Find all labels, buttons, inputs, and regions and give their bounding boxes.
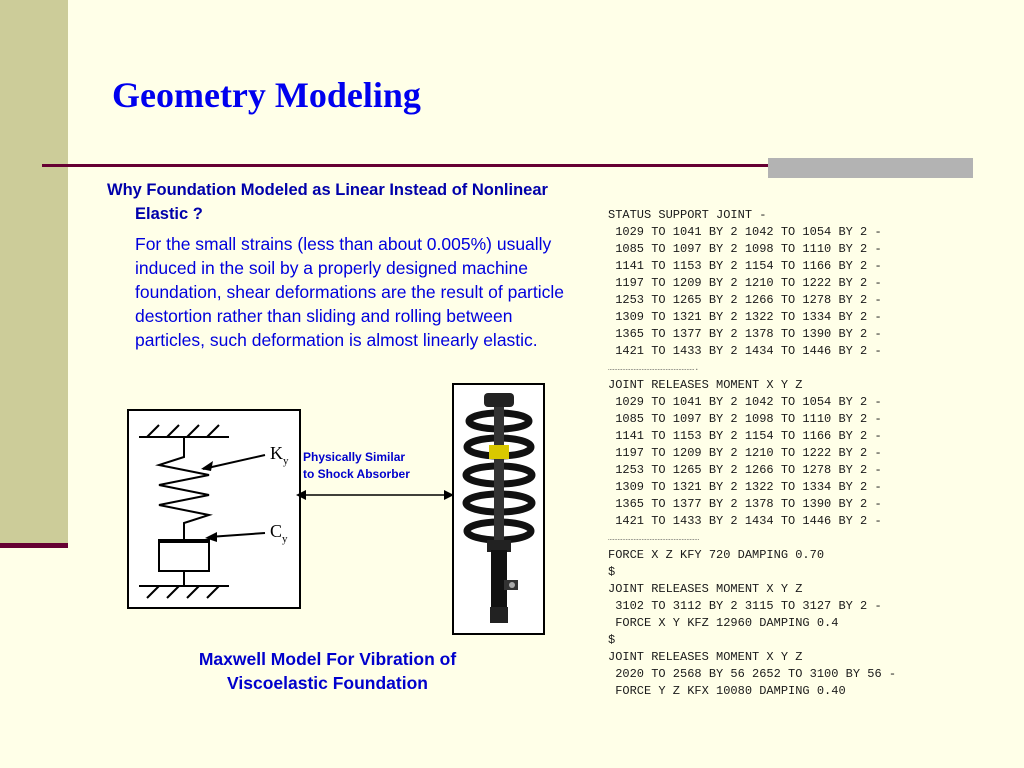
spring-drawing [159, 437, 209, 531]
code-line: 1141 TO 1153 BY 2 1154 TO 1166 BY 2 - [608, 259, 882, 273]
code-line: 2020 TO 2568 BY 56 2652 TO 3100 BY 56 - [608, 667, 897, 681]
code-line: JOINT RELEASES MOMENT X Y Z [608, 582, 803, 596]
code-line: 1365 TO 1377 BY 2 1378 TO 1390 BY 2 - [608, 497, 882, 511]
title-divider-accent [768, 158, 973, 178]
slide-title: Geometry Modeling [112, 75, 421, 115]
code-line: 1085 TO 1097 BY 2 1098 TO 1110 BY 2 - [608, 242, 882, 256]
left-decorative-band [0, 0, 68, 548]
code-line: 1141 TO 1153 BY 2 1154 TO 1166 BY 2 - [608, 429, 882, 443]
code-line: 1421 TO 1433 BY 2 1434 TO 1446 BY 2 - [608, 344, 882, 358]
code-line: JOINT RELEASES MOMENT X Y Z [608, 378, 803, 392]
shock-absorber-label: Physically Similar to Shock Absorber [303, 450, 410, 481]
code-line: ………………………………………………… [608, 534, 700, 543]
shock-absorber-drawing [454, 385, 543, 633]
shock-absorber-photo [452, 383, 545, 635]
code-line: FORCE Y Z KFX 10080 DAMPING 0.40 [608, 684, 846, 698]
code-line: FORCE X Z KFY 720 DAMPING 0.70 [608, 548, 825, 562]
maxwell-model-diagram [127, 409, 301, 609]
double-arrow [296, 488, 454, 502]
code-line: 1085 TO 1097 BY 2 1098 TO 1110 BY 2 - [608, 412, 882, 426]
code-line: $ [608, 633, 616, 647]
code-line: 1421 TO 1433 BY 2 1434 TO 1446 BY 2 - [608, 514, 882, 528]
code-line: 1029 TO 1041 BY 2 1042 TO 1054 BY 2 - [608, 225, 882, 239]
code-line: FORCE X Y KFZ 12960 DAMPING 0.4 [608, 616, 839, 630]
code-line: 1365 TO 1377 BY 2 1378 TO 1390 BY 2 - [608, 327, 882, 341]
code-line: 1309 TO 1321 BY 2 1322 TO 1334 BY 2 - [608, 310, 882, 324]
code-line: $ [608, 565, 616, 579]
damper-cylinder [159, 539, 209, 571]
code-line: 1253 TO 1265 BY 2 1266 TO 1278 BY 2 - [608, 463, 882, 477]
damper-label-cy: $C_y$ [270, 521, 288, 545]
code-line: 1309 TO 1321 BY 2 1322 TO 1334 BY 2 - [608, 480, 882, 494]
code-line: ………………………………………………. [608, 364, 700, 373]
question-text: Why Foundation Modeled as Linear Instead of Nonlinear Elastic ? [107, 181, 548, 223]
code-line: 1197 TO 1209 BY 2 1210 TO 1222 BY 2 - [608, 446, 882, 460]
staad-input-code [608, 207, 896, 700]
code-line: 1253 TO 1265 BY 2 1266 TO 1278 BY 2 - [608, 293, 882, 307]
code-line: 1029 TO 1041 BY 2 1042 TO 1054 BY 2 - [608, 395, 882, 409]
code-line: STATUS SUPPORT JOINT - [608, 208, 767, 222]
spring-damper-drawing [129, 411, 299, 607]
code-line: 1197 TO 1209 BY 2 1210 TO 1222 BY 2 - [608, 276, 882, 290]
code-line: JOINT RELEASES MOMENT X Y Z [608, 650, 803, 664]
left-band-rule [0, 543, 68, 548]
answer-text: For the small strains (less than about 0.005%) usually induced in the soil by a properly designed machine foundation, shear deformations are the result of particle destortion rather than sliding and rolling between particles, such deformation is almost linearly elastic. [135, 234, 564, 350]
code-line: 3102 TO 3112 BY 2 3115 TO 3127 BY 2 - [608, 599, 882, 613]
figure-caption: Maxwell Model For Vibration of Viscoelastic Foundation [198, 649, 457, 693]
spring-label-ky: $K_y$ [270, 443, 289, 467]
